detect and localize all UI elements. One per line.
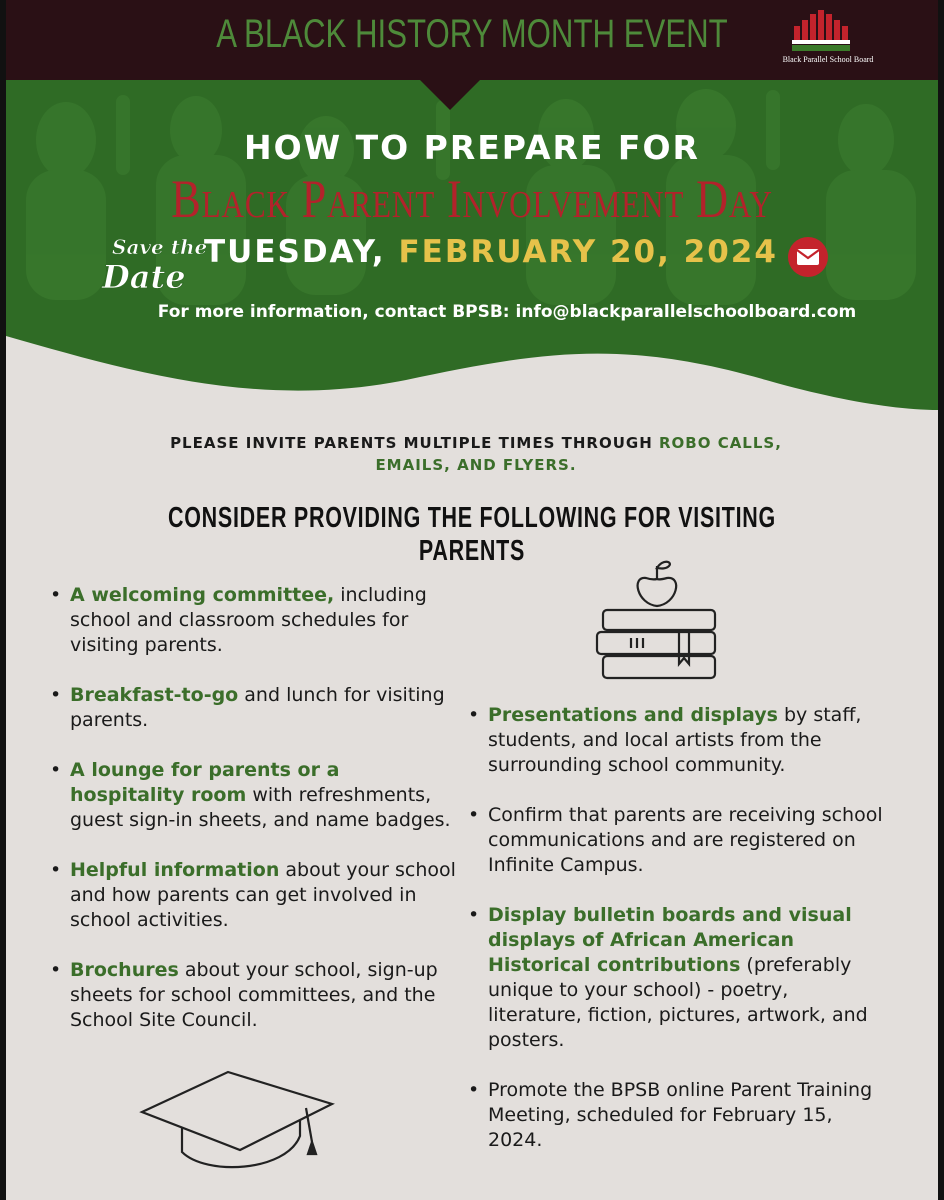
event-tagline: A BLACK HISTORY MONTH EVENT	[216, 12, 728, 56]
prepare-heading: HOW TO PREPARE FOR	[244, 128, 700, 167]
invite-text-1: PLEASE INVITE PARENTS MULTIPLE TIMES THROUGH	[170, 434, 659, 452]
item-highlight: Presentations and displays	[488, 704, 778, 726]
item-text: (preferably unique to your school) - poetry, literature, fiction, pictures, artwork, and posters.	[488, 954, 868, 1051]
list-item	[70, 758, 460, 833]
item-highlight: Breakfast-to-go	[70, 684, 239, 706]
save-the-text: Save the	[112, 235, 208, 259]
list-item	[488, 803, 888, 878]
right-checklist	[488, 703, 888, 1153]
item-highlight: Helpful information	[70, 859, 280, 881]
item-highlight: Display bulletin boards and visual displays of African American Historical contributions	[488, 904, 852, 976]
top-banner	[6, 0, 938, 80]
list-item	[70, 683, 460, 733]
item-text: and lunch for visiting parents.	[70, 684, 445, 731]
books-apple-icon	[591, 552, 721, 690]
item-text: about your school and how parents can get involved in school activities.	[70, 859, 456, 931]
logo-text: Black Parallel School Board	[782, 55, 874, 64]
left-checklist	[70, 583, 460, 1033]
invite-text-2: ROBO CALLS, EMAILS, AND FLYERS.	[375, 434, 782, 474]
list-item	[70, 858, 460, 933]
graduation-cap-icon	[136, 1068, 336, 1178]
event-title: Black Parent Involvement Day	[171, 169, 773, 229]
item-text: including school and classroom schedules for visiting parents.	[70, 584, 427, 656]
mail-icon[interactable]	[788, 237, 828, 277]
save-the-date-badge	[98, 228, 208, 300]
item-highlight: A welcoming committee,	[70, 584, 335, 606]
item-text: about your school, sign-up sheets for school committees, and the School Site Council.	[70, 959, 438, 1031]
list-item	[70, 583, 460, 658]
flyer-page	[6, 0, 938, 1200]
item-text: with refreshments, guest sign-in sheets, and name badges.	[70, 784, 451, 831]
banner-notch	[420, 80, 480, 110]
list-item	[488, 1078, 888, 1153]
item-highlight: Brochures	[70, 959, 179, 981]
item-text: Confirm that parents are receiving school communications and are registered on Infinite Campus.	[488, 804, 883, 876]
item-text: by staff, students, and local artists from the surrounding school community.	[488, 704, 862, 776]
item-highlight: A lounge for parents or a hospitality room	[70, 759, 340, 806]
list-item	[70, 958, 460, 1033]
logo-bars-icon	[792, 8, 852, 52]
item-text: Promote the BPSB online Parent Training Meeting, scheduled for February 15, 2024.	[488, 1079, 873, 1151]
consider-heading: CONSIDER PROVIDING THE FOLLOWING FOR VISITING PARENTS	[168, 502, 776, 567]
invite-note	[156, 432, 796, 476]
date-word-text: Date	[102, 258, 186, 296]
event-date-value: FEBRUARY 20, 2024	[398, 234, 778, 270]
contact-line: For more information, contact BPSB: info@blackparallelschoolboard.com	[157, 302, 857, 322]
event-day: TUESDAY,	[204, 234, 386, 270]
list-item	[488, 703, 888, 778]
bpsb-logo	[778, 8, 878, 72]
list-item	[488, 903, 888, 1053]
event-date	[204, 234, 778, 270]
